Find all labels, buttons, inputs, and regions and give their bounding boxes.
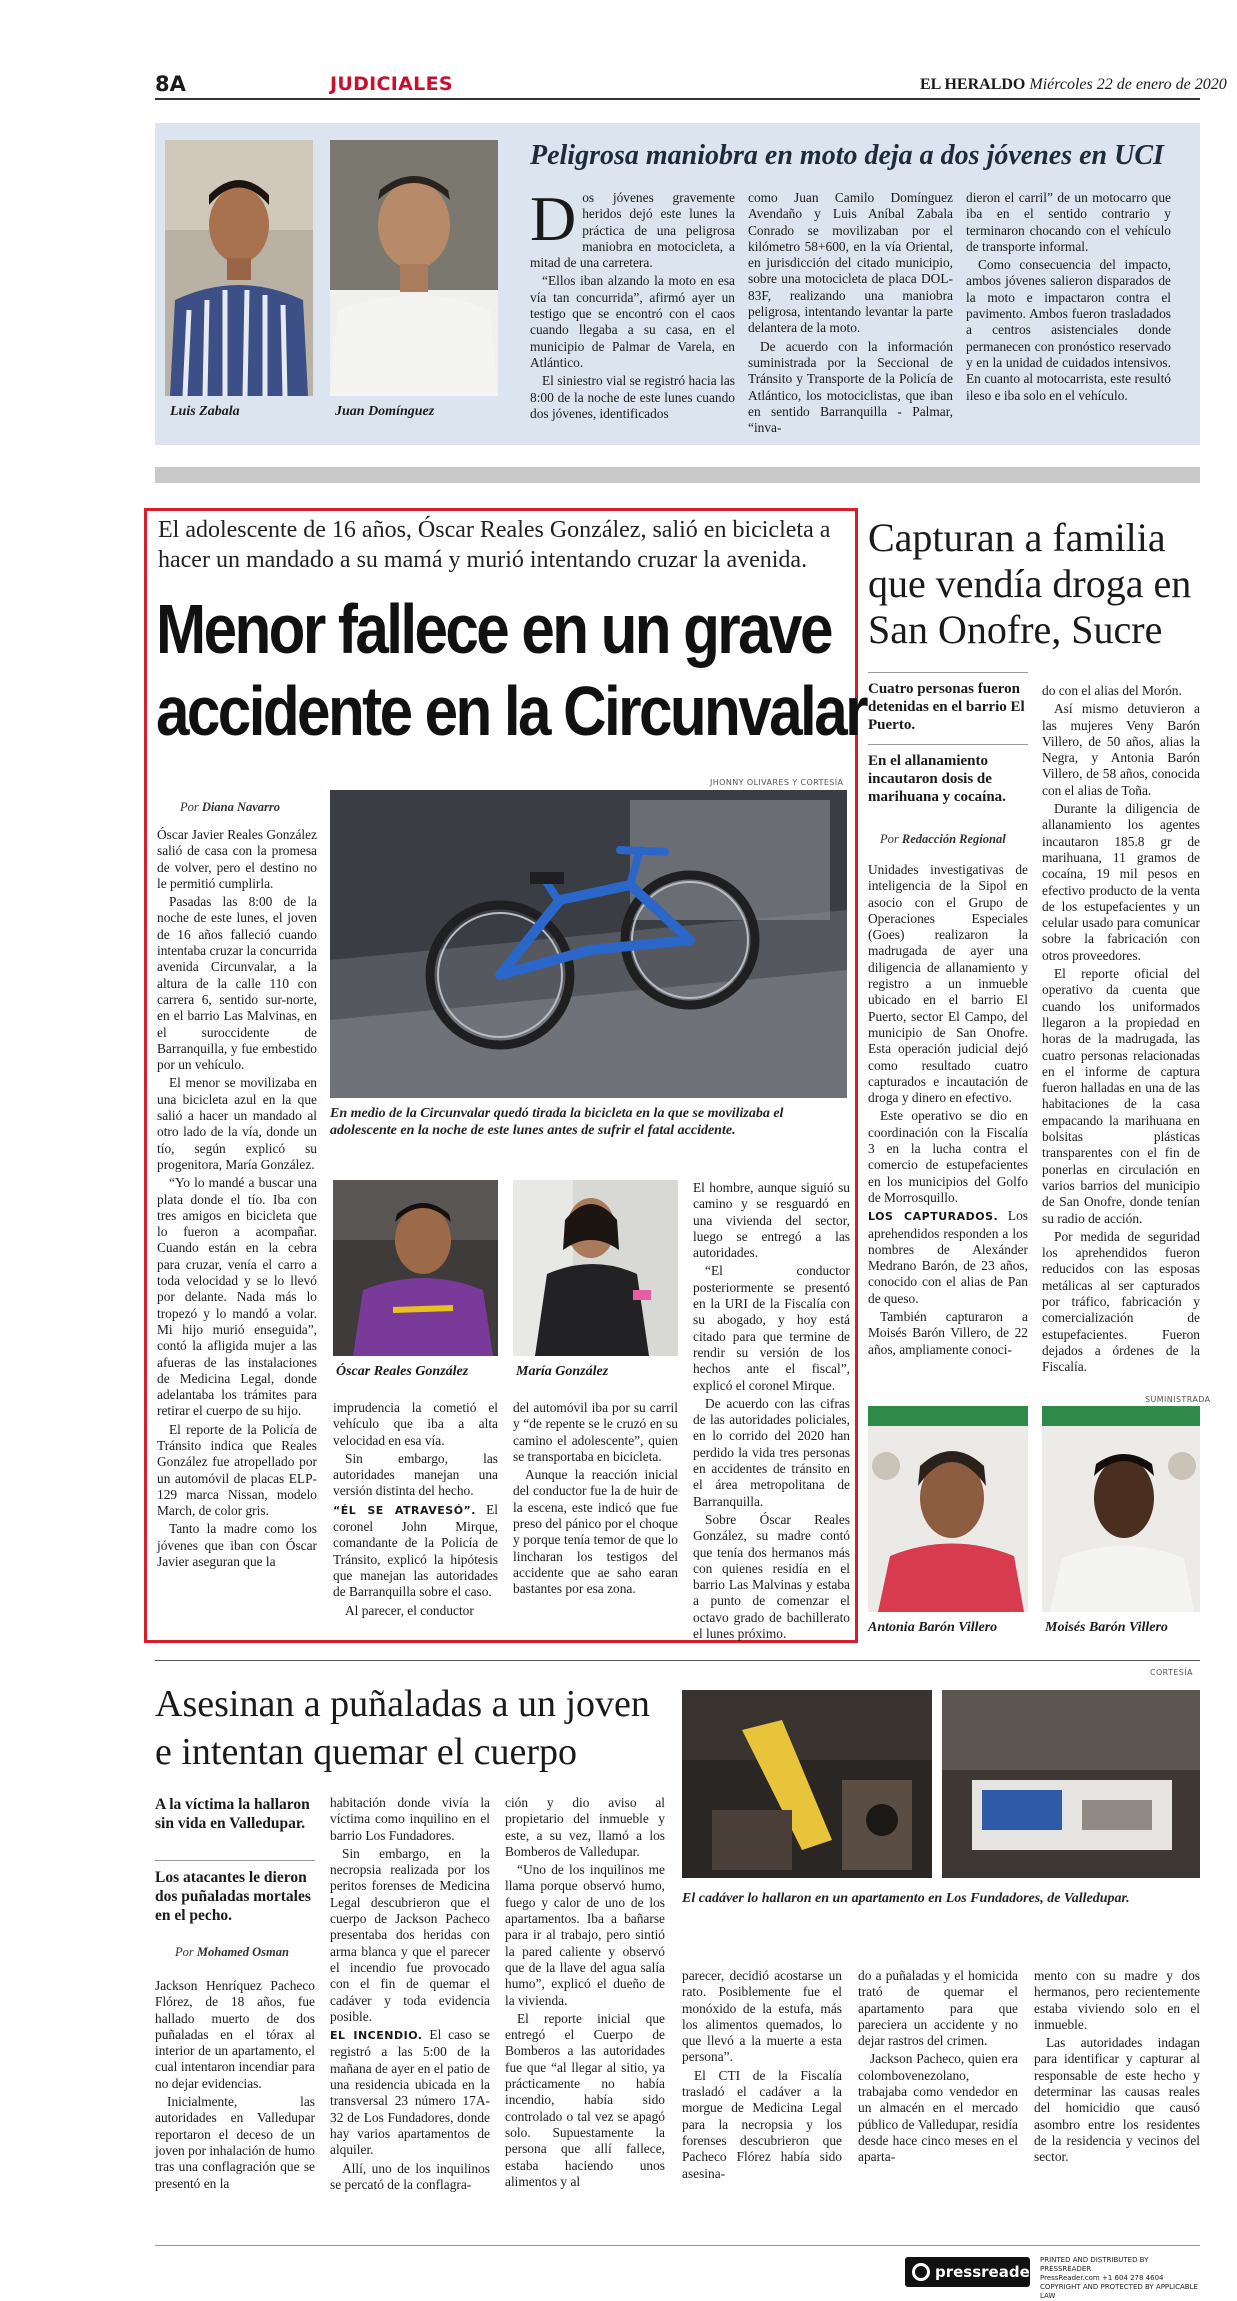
paper-date-line xyxy=(920,76,1227,94)
main-col2-p3-text: El coronel John Mirque, comandante de la Policía de Tránsito, explicó la hipótesis que manejan las autoridades de Barranquilla sobre el caso. xyxy=(333,1501,498,1600)
bottom-story-col5 xyxy=(858,1968,1018,2168)
bottom-col2-p3 xyxy=(330,2027,490,2158)
bottom-col3-p3: El reporte inicial que entregó el Cuerpo de Bomberos a las autoridades fue que “al llegar al sitio, ya prácticamente no había incendio, había sido controlado o tal vez se apagó solo. Supuestamente la persona que allí fallece, estaba haciendo unos alimentos y al xyxy=(505,2010,665,2189)
main-story-col3 xyxy=(513,1400,678,1600)
subhead-el-incendio: EL INCENDIO. xyxy=(330,2029,423,2043)
byline-author: Diana Navarro xyxy=(201,800,281,814)
right-title-line1: Capturan a familia xyxy=(868,515,1166,560)
top-story-col2-p1: como Juan Camilo Domínguez Avendaño y Luis Aníbal Zabala Conrado se movilizaban por el kilómetro 58+600, en la vía Oriental, en jurisdicción del citado municipio, sobre una motocicleta de placa DOL-83F, realizando una maniobra peligrosa, intentando levantar la parte delantera de la moto. xyxy=(748,190,953,336)
main-col1-p1: Óscar Javier Reales González salió de casa con la promesa de volver, pero el destino no le permitió cumplirla. xyxy=(157,827,317,891)
subhead-el-se-atraveso: “ÉL SE ATRAVESÓ”. xyxy=(333,1503,476,1517)
photo-luis-zabala xyxy=(165,140,313,396)
right-story-col1 xyxy=(868,862,1028,1360)
bottom-story-col2 xyxy=(330,1795,490,2195)
pressreader-notice xyxy=(1040,2256,1200,2301)
bottom-title-line2: e intentan quemar el cuerpo xyxy=(155,1731,578,1773)
photo-caption-moises: Moisés Barón Villero xyxy=(1045,1620,1168,1635)
main-headline-line1: Menor fallece en un grave xyxy=(156,590,831,668)
right-col1-p4: También capturaron a Moisés Barón Villero, de 22 años, ampliamente conoci- xyxy=(868,1309,1028,1357)
bottom-col6-p1: mento con su madre y dos hermanos, pero recientemente estaba viviendo solo en el inmueble. xyxy=(1034,1968,1200,2032)
main-col3-p2: Aunque la reacción inicial del conductor fue la de huir de la escena, este indicó que fue preso del pánico por el choque y porque tenía temor de que lo lincharan los testigos del accidente que ae saho earan bastantes por esa zona. xyxy=(513,1467,678,1597)
paper-name: EL HERALDO xyxy=(920,76,1026,93)
dropcap-letter: D xyxy=(530,183,577,254)
main-photo-bicycle xyxy=(330,790,847,1098)
top-story-col3 xyxy=(966,190,1171,406)
photo-bedroom-scene xyxy=(942,1690,1200,1878)
main-story-col4 xyxy=(693,1180,850,1644)
pressreader-logo-icon xyxy=(912,2263,930,2281)
notice-line2: PressReader.com +1 604 278 4604 xyxy=(1040,2274,1164,2282)
bottom-col2-p3-text: El caso se registró a las 5:00 de la mañana de ayer en el patio de una residencia ubicada en la transversal 23 número 17A-32 de Los Fundadores, donde hay varios apartamentos de alquiler. xyxy=(330,2027,490,2158)
main-col1-p5: El reporte de la Policía de Tránsito indica que Reales González fue atropellado por un automóvil de placas ELP-129 marca Nissan, modelo March, de color gris. xyxy=(157,1421,317,1519)
bottom-col4-p1: parecer, decidió acostarse un rato. Posiblemente fue el monóxido de la estufa, más los alimentos quemados, lo que llevó a la muerte a esta persona”. xyxy=(682,1968,842,2065)
bottom-col2-p2: Sin embargo, en la necropsia realizada por los peritos forenses de Medicina Legal descubrieron que el cuerpo de Jackson Pacheco presentaba dos heridas con arma blanca y que el parecer el incendio fue provocado con el fin de quemar el cadáver y toda evidencia posible. xyxy=(330,1845,490,2024)
right-story-title xyxy=(868,515,1208,653)
issue-date: Miércoles 22 de enero de 2020 xyxy=(1029,76,1227,93)
right-col2-p4: El reporte oficial del operativo da cuenta que cuando los uniformados llegaron a la propiedad en horas de la madrugada, las cuatro personas relacionadas en el informe de captura fueron halladas en una de las habitaciones de la casa empacando la marihuana en bolsitas plásticas transparentes con el fin de ponerlas en circulación en varios barrios del municipio de San Onofre, donde tenían su radio de acción. xyxy=(1042,966,1200,1226)
right-photo-credit: SUMINISTRADA xyxy=(1145,1395,1211,1404)
photo-juan-dominguez xyxy=(330,140,498,396)
main-story-headline xyxy=(156,588,866,752)
right-deck-rule-2 xyxy=(868,744,1028,745)
byline-author: Mohamed Osman xyxy=(196,1945,289,1959)
photo-moises-baron xyxy=(1042,1406,1200,1612)
right-col2-p3: Durante la diligencia de allanamiento los agentes incautaron 185.8 gr de marihuana, 11 gramos de cocaína, 19 mil pesos en efectivo producto de la venta de los estupefacientes y un celular usado para comunicar sobre la fabricación con otros proveedores. xyxy=(1042,801,1200,963)
top-story-col3-p1: dieron el carril” de un motocarro que iba en el sentido contrario y terminaron chocando con el vehículo de transporte informal. xyxy=(966,190,1171,254)
main-col4-p4: Sobre Óscar Reales González, su madre contó que tenía dos hermanos más con quienes residía en el barrio Las Malvinas y estaba a punto de comenzar el octavo grado de bachillerato el lunes próximo. xyxy=(693,1511,850,1642)
right-deck-rule xyxy=(868,672,1028,673)
right-col2-p5: Por medida de seguridad los aprehendidos fueron reducidos con las esposas metálicas al ser capturados por tráfico, fabricación y comercialización de estupefacientes. Fueron dejados a órdenes de la Fiscalía. xyxy=(1042,1228,1200,1375)
top-story-col1 xyxy=(530,183,735,424)
main-photo-caption: En medio de la Circunvalar quedó tirada la bicicleta en la que se movilizaba el adolescente en la noche de este lunes antes de sufrir el fatal accidente. xyxy=(330,1106,784,1138)
right-title-line3: San Onofre, Sucre xyxy=(868,607,1163,652)
top-story-col1-p2: “Ellos iban alzando la moto en esa vía tan concurrida”, afirmó ayer un testigo que se encontró con el caos cuando llegaba a su casa, en el municipio de Palmar de Varela, en Atlántico. xyxy=(530,273,735,370)
photo-oscar-reales xyxy=(333,1180,498,1356)
bottom-deck-rule xyxy=(155,1860,315,1861)
main-photo-credit: JHONNY OLIVARES Y CORTESÍA xyxy=(710,778,844,787)
photo-caption-juan: Juan Domínguez xyxy=(335,404,435,419)
bottom-col5-p2: Jackson Pacheco, quien era colombovenezolano, trabajaba como vendedor en un almacén en el mercado público de Valledupar, residía desde hace cinco meses en el aparta- xyxy=(858,2051,1018,2165)
bottom-story-col6 xyxy=(1034,1968,1200,2168)
section-name: JUDICIALES xyxy=(330,73,453,95)
section-divider-bar xyxy=(155,467,1200,483)
right-story-byline xyxy=(880,832,1006,847)
notice-line3: COPYRIGHT AND PROTECTED BY APPLICABLE LAW xyxy=(1040,2283,1198,2300)
main-story-col2 xyxy=(333,1400,498,1621)
right-col2-p1: do con el alias del Morón. xyxy=(1042,683,1182,698)
bottom-col2-p1: habitación donde vivía la víctima como inquilino en el barrio Los Fundadores. xyxy=(330,1795,490,1843)
byline-prefix: Por xyxy=(175,1945,194,1959)
bottom-photo-credit: CORTESÍA xyxy=(1150,1668,1193,1677)
main-story-col1 xyxy=(157,827,317,1572)
bottom-col1-p2: Inicialmente, las autoridades en Valledupar reportaron el deceso de un joven por inhalación de humo tras una conflagración que se presentó en la xyxy=(155,2094,315,2191)
byline-author: Redacción Regional xyxy=(901,832,1006,846)
photo-maria-gonzalez xyxy=(513,1180,678,1356)
bottom-story-deck1: A la víctima la hallaron sin vida en Valledupar. xyxy=(155,1796,310,1832)
main-col4-p3: De acuerdo con las cifras de las autoridades policiales, en lo corrido del 2020 han perdido la vida tres personas en accidentes de tránsito en el área metropolitana de Barranquilla. xyxy=(693,1395,850,1509)
bottom-col3-p2: “Uno de los inquilinos me llama porque observó humo, fuego y calor de uno de los apartamentos. Iba a bañarse para ir al trabajo, pero sintió la pared caliente y observó que de la llave del agua salía humo”, explicó el dueño de la vivienda. xyxy=(505,1862,665,2008)
right-col2-p2: Así mismo detuvieron a las mujeres Veny Barón Villero, de 50 años, alias la Negra, y Antonia Barón Villero, de 58 años, conocida con el alias de Toña. xyxy=(1042,701,1200,798)
subhead-los-capturados: LOS CAPTURADOS. xyxy=(868,1210,999,1224)
right-col1-p3 xyxy=(868,1208,1028,1307)
photo-burned-room xyxy=(682,1690,932,1878)
bottom-col4-p2: El CTI de la Fiscalía trasladó el cadáver a la morgue de Medicina Legal para la necropsia y los forenses descubrieron que Pacheco Flórez había sido asesina- xyxy=(682,2067,842,2181)
bottom-col6-p2: Las autoridades indagan para identificar y capturar al responsable de este hecho y determinar las causas reales del homicidio que causó asombro entre los residentes de la residencia y vecinos del sector. xyxy=(1034,2035,1200,2165)
bottom-col1-p1: Jackson Henríquez Pacheco Flórez, de 18 años, fue hallado muerto de dos puñaladas en el tórax al interior de un apartamento, el cual intentaron incendiar para no dejar evidencias. xyxy=(155,1978,315,2091)
main-col1-p2: Pasadas las 8:00 de la noche de este lunes, el joven de 16 años falleció cuando intentaba cruzar la concurrida avenida Circunvalar, a la altura de la calle 110 con carrera 6, sentido sur-norte, en el barrio Las Malvinas, en el suroccidente de Barranquilla, y fue embestido por un vehículo. xyxy=(157,894,317,1073)
main-col2-p3 xyxy=(333,1502,498,1601)
photo-caption-luis: Luis Zabala xyxy=(170,404,240,419)
photo-caption-oscar: Óscar Reales González xyxy=(336,1364,469,1379)
right-col1-p3-text: Los aprehendidos responden a los nombres de Alexánder Medrano Barón, de 23 años, conocido con el alias de Pan de queso. xyxy=(868,1208,1028,1306)
top-story-col2-p2: De acuerdo con la información suministrada por la Seccional de Tránsito y Transporte de la Policía de Atlántico, los motociclistas, que iban en sentido Barranquilla - Palmar, “inva- xyxy=(748,338,953,436)
top-story-col1-p1 xyxy=(530,183,735,271)
bottom-story-deck2: Los atacantes le dieron dos puñaladas mortales en el pecho. xyxy=(155,1869,311,1924)
page-number: 8A xyxy=(155,72,186,96)
main-headline-line2: accidente en la Circunvalar xyxy=(156,672,866,750)
notice-line1: PRINTED AND DISTRIBUTED BY PRESSREADER xyxy=(1040,2256,1149,2273)
main-col1-p6: Tanto la madre como los jóvenes que iban con Óscar Javier aseguran que la xyxy=(157,1521,317,1570)
bottom-story-byline xyxy=(175,1945,289,1960)
byline-prefix: Por xyxy=(180,800,199,814)
bottom-story-rule xyxy=(155,1660,1200,1661)
main-story-kicker: El adolescente de 16 años, Óscar Reales González, salió en bicicleta a hacer un mandado a su mamá y murió intentando cruzar la avenida. xyxy=(158,517,831,573)
main-col4-p1: El hombre, aunque siguió su camino y se resguardó en una vivienda del sector, luego se entregó a las autoridades. xyxy=(693,1180,850,1261)
bottom-photo-caption: El cadáver lo hallaron en un apartamento en Los Fundadores, de Valledupar. xyxy=(682,1891,1130,1906)
top-story-text: os jóvenes gravemente heridos dejó este lunes la práctica de una peligrosa maniobra en motocicleta, a mitad de una carretera. xyxy=(530,190,735,271)
top-story-col3-p2: Como consecuencia del impacto, ambos jóvenes salieron disparados de la moto e impactaron contra el pavimento. Ambos fueron trasladados a centros asistenciales donde permanecen con pronóstico reservado y en la unidad de cuidados intensivos. En cuanto al motocarrista, este resultó ileso e iba solo en el vehículo. xyxy=(966,257,1171,403)
main-col1-p3: El menor se movilizaba en una bicicleta azul en la que salió a hacer un mandado al otro lado de la vía, donde un tío, según explicó su progenitora, María González. xyxy=(157,1075,317,1172)
right-col1-p2: Este operativo se dio en coordinación con la Fiscalía 3 en la lucha contra el comercio de estupefacientes en los municipios del Golfo de Morrosquillo. xyxy=(868,1108,1028,1205)
bottom-story-col3 xyxy=(505,1795,665,2192)
photo-antonia-baron xyxy=(868,1406,1028,1612)
bottom-story-col1 xyxy=(155,1978,315,2194)
right-story-deck1: Cuatro personas fueron detenidas en el barrio El Puerto. xyxy=(868,681,1025,733)
right-col1-p1: Unidades investigativas de inteligencia de la Sipol en asocio con el Grupo de Operaciones Especiales (Goes) realizaron la madrugada de ayer una diligencia de allanamiento y registro a un inmueble ubicado en el barrio El Puerto, sector El Campo, del municipio de San Onofre. Esta operación judicial dejó como resultado cuatro capturados e incautación de droga y dinero en efectivo. xyxy=(868,862,1028,1106)
bottom-col3-p1: ción y dio aviso al propietario del inmueble y este, a su vez, llamó a los Bomberos de Valledupar. xyxy=(505,1795,665,1859)
main-col4-p2: “El conductor posteriormente se presentó en la URI de la Fiscalía con su abogado, y hoy está citado para que termine de rendir su versión de los hechos ante el fiscal”, explicó el coronel Mirque. xyxy=(693,1263,850,1393)
top-story-title: Peligrosa maniobra en moto deja a dos jóvenes en UCI xyxy=(530,140,1164,171)
main-col2-p4: Al parecer, el conductor xyxy=(345,1602,474,1618)
photo-caption-maria: María González xyxy=(516,1364,609,1379)
top-story-col2 xyxy=(748,190,953,438)
bottom-story-col4 xyxy=(682,1968,842,2184)
pressreader-logo[interactable]: pressreader xyxy=(905,2257,1030,2287)
main-col2-p1: imprudencia la cometió el vehículo que iba a alta velocidad en esa vía. xyxy=(333,1400,498,1448)
byline-prefix: Por xyxy=(880,832,899,846)
top-story-col1-p3: El siniestro vial se registró hacia las 8:00 de la noche de este lunes cuando dos jóvenes, identificados xyxy=(530,373,735,421)
right-title-line2: que vendía droga en xyxy=(868,561,1192,606)
main-col1-p4: “Yo lo mandé a buscar una plata donde el tío. Iba con tres amigos en bicicleta que lo fueron a acompañar. Cuando están en la cebra para cruzar, venía el carro a toda velocidad y se lo llevó por delante. Nada más lo tropezó y lo mandó a volar. Mi hijo murió enseguida”, contó la afligida mujer a las afueras de las instalaciones de Medicina Legal, donde adelantaba los trámites para retirar el cuerpo de su hijo. xyxy=(157,1175,317,1419)
footer-rule xyxy=(155,2245,1200,2246)
main-col2-p2: Sin embargo, las autoridades manejan una versión distinta del hecho. xyxy=(333,1450,498,1499)
right-story-col2 xyxy=(1042,683,1200,1377)
bottom-col5-p1: do a puñaladas y el homicida trató de quemar el apartamento para que pareciera un accidente y no dejar rastros del crimen. xyxy=(858,1968,1018,2049)
photo-caption-antonia: Antonia Barón Villero xyxy=(868,1620,998,1635)
right-story-deck2: En el allanamiento incautaron dosis de marihuana y cocaína. xyxy=(868,753,1006,805)
bottom-col2-p4: Allí, uno de los inquilinos se percató de la conflagra- xyxy=(330,2160,490,2192)
header-rule xyxy=(155,98,1200,100)
main-story-byline xyxy=(180,800,280,815)
main-col3-p1: del automóvil iba por su carril y “de repente se le cruzó en su camino el adolescente”, quien se transportaba en bicicleta. xyxy=(513,1400,678,1464)
bottom-title-line1: Asesinan a puñaladas a un joven xyxy=(155,1683,650,1725)
